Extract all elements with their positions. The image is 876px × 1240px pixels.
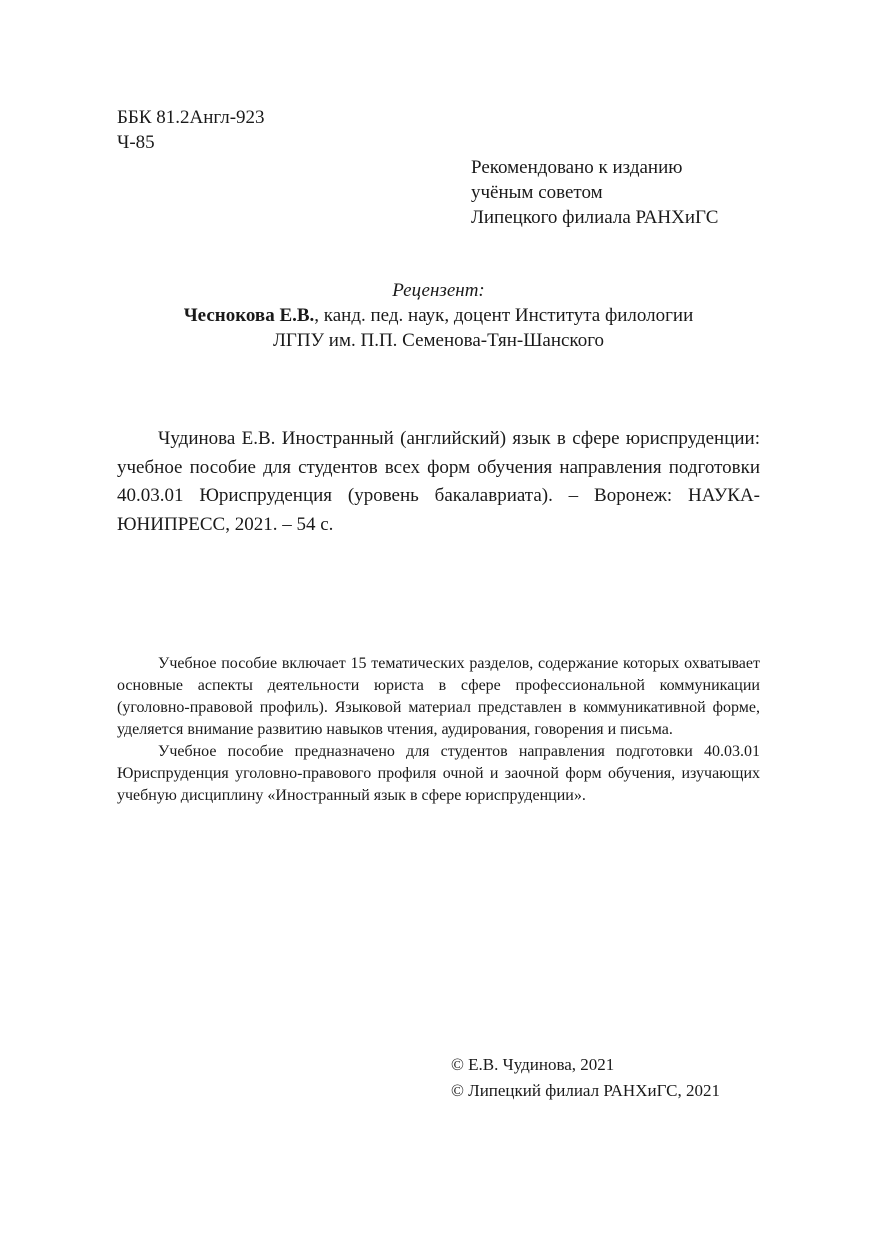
annotation-paragraph-2: Учебное пособие предназначено для студентов направления подготовки 40.03.01 Юриспруденция уголовно-правового профиля очной и заочной форм обучения, изучающих учебную дисциплину «Иностранный язык в сфере юриспруденции». [117, 743, 760, 804]
annotation-block [117, 653, 760, 807]
annotation-paragraph-1: Учебное пособие включает 15 тематических разделов, содержание которых охватывает основные аспекты деятельности юриста в сфере профессиональной коммуникации (уголовно-правовой профиль). Языковой материал представлен в коммуникативной форме, уделяется внимание развитию навыков чтения, аудирования, говорения и письма. [117, 655, 760, 738]
recommendation-line-2: учёным советом [471, 182, 603, 203]
copyright-block [451, 1052, 720, 1104]
reviewer-block [117, 278, 760, 353]
recommendation-line-3: Липецкого филиала РАНХиГС [471, 207, 719, 228]
copyright-publisher: © Липецкий филиал РАНХиГС, 2021 [451, 1081, 721, 1100]
recommendation-line-1: Рекомендовано к изданию [471, 157, 683, 178]
bibliographic-citation: Чудинова Е.В. Иностранный (английский) язык в сфере юриспруденции: учебное пособие для студентов всех форм обучения направления подготовки 40.03.01 Юриспруденция (уровень бакалавриата). – Воронеж: НАУКА-ЮНИПРЕСС, 2021. – 54 с. [117, 428, 760, 535]
bbk-code: ББК 81.2Англ-923 [117, 107, 265, 128]
copyright-author: © Е.В. Чудинова, 2021 [451, 1055, 615, 1074]
reviewer-name: Чеснокова Е.В. [183, 305, 315, 326]
reviewer-title: Рецензент: [392, 280, 485, 301]
author-mark: Ч-85 [117, 132, 155, 153]
recommendation-block [471, 155, 718, 230]
reviewer-institution: ЛГПУ им. П.П. Семенова-Тян-Шанского [272, 330, 605, 351]
reviewer-details: , канд. пед. наук, доцент Института филологии [314, 305, 694, 326]
bbk-block [117, 105, 265, 155]
reviewer-line [117, 303, 760, 328]
